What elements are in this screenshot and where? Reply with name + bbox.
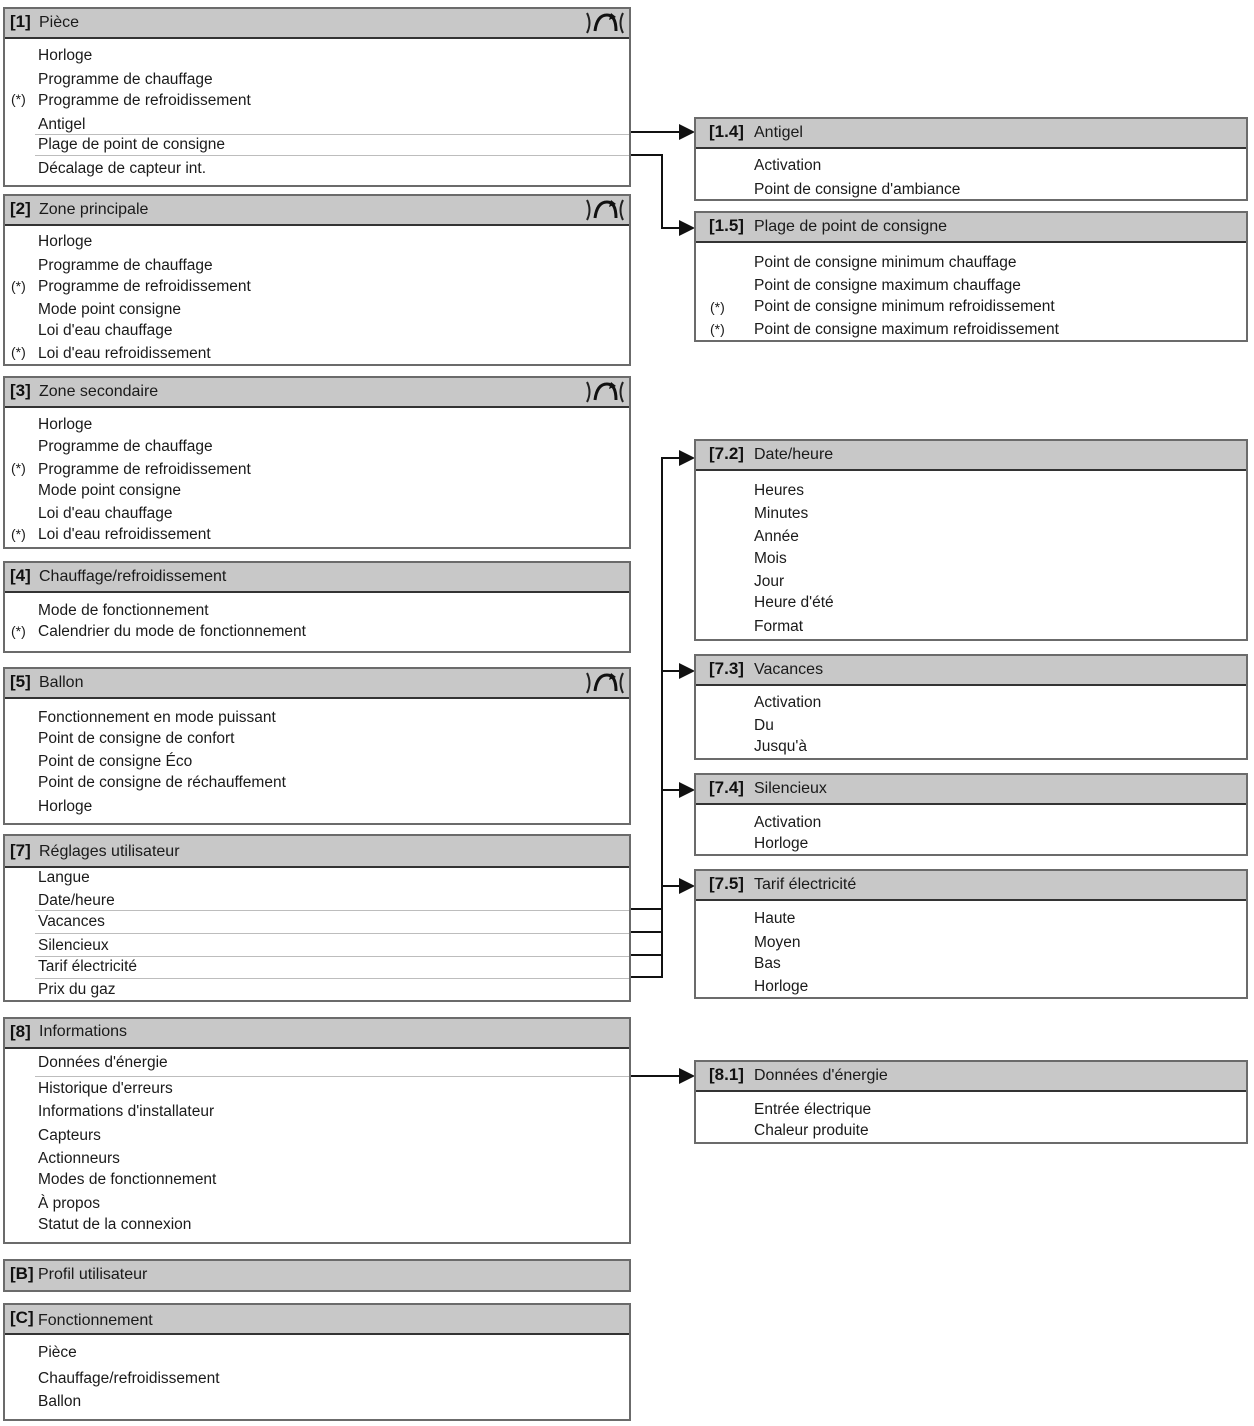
connector-plage [630, 155, 693, 228]
connector-date-heure [630, 458, 693, 909]
menu-box-chauffage-refroidissement [3, 561, 631, 653]
menu-item[interactable]: Horloge [38, 233, 93, 250]
menu-code: [5] [10, 672, 31, 691]
separator [35, 134, 629, 135]
submenu-title: Plage de point de consigne [754, 218, 948, 235]
submenu-box-date-heure [694, 439, 1248, 641]
menu-box-reglages-utilisateur [3, 834, 631, 1002]
submenu-item[interactable]: Horloge [754, 835, 809, 852]
separator [35, 978, 629, 979]
submenu-item[interactable]: Chaleur produite [754, 1122, 869, 1139]
menu-item[interactable]: Horloge [38, 416, 93, 433]
menu-title: Zone secondaire [39, 383, 159, 400]
submenu-box-tarif-electricite [694, 869, 1248, 999]
menu-item[interactable]: Loi d'eau chauffage [38, 505, 173, 522]
menu-code: [C] [10, 1308, 34, 1327]
schedule-icon [583, 378, 627, 406]
submenu-header-plage-point-consigne[interactable] [696, 213, 1246, 243]
submenu-item[interactable]: Point de consigne minimum refroidissement [754, 298, 1055, 315]
menu-item[interactable]: Mode point consigne [38, 482, 182, 499]
submenu-title: Antigel [754, 124, 803, 141]
menu-box-informations [3, 1017, 631, 1244]
optional-marker: (*) [11, 91, 26, 107]
submenu-code: [7.3] [709, 659, 744, 678]
menu-code: [1] [10, 12, 31, 31]
menu-box-zone-principale [3, 194, 631, 366]
submenu-item[interactable]: Jour [754, 573, 785, 590]
menu-title: Fonctionnement [38, 1312, 153, 1329]
menu-item[interactable]: Données d'énergie [38, 1054, 168, 1071]
menu-item[interactable]: Programme de chauffage [38, 71, 213, 88]
submenu-item[interactable]: Format [754, 618, 804, 635]
submenu-item[interactable]: Jusqu'à [754, 738, 807, 755]
menu-code: [3] [10, 381, 31, 400]
menu-item[interactable]: Historique d'erreurs [38, 1080, 173, 1097]
schedule-icon [583, 196, 627, 224]
submenu-code: [7.2] [709, 444, 744, 463]
menu-header-chauffage-refroidissement[interactable] [5, 563, 629, 593]
menu-item[interactable]: Silencieux [38, 937, 109, 954]
optional-marker: (*) [11, 526, 26, 542]
menu-box-profil-utilisateur [3, 1259, 631, 1292]
submenu-box-silencieux [694, 773, 1248, 856]
submenu-item[interactable]: Activation [754, 814, 822, 831]
separator [35, 956, 629, 957]
submenu-title: Tarif électricité [754, 876, 857, 893]
menu-item[interactable]: Mode de fonctionnement [38, 602, 209, 619]
menu-code: [8] [10, 1022, 31, 1041]
menu-title: Chauffage/refroidissement [39, 568, 227, 585]
menu-item[interactable]: Point de consigne de réchauffement [38, 774, 286, 791]
menu-item[interactable]: Vacances [38, 913, 105, 930]
menu-header-ballon[interactable] [5, 669, 629, 699]
optional-marker: (*) [11, 623, 26, 639]
menu-item[interactable]: Point de consigne de confort [38, 730, 235, 747]
menu-item[interactable]: Décalage de capteur int. [38, 160, 207, 177]
menu-box-piece [3, 7, 631, 187]
submenu-item[interactable]: Point de consigne maximum chauffage [754, 277, 1021, 294]
menu-box-fonctionnement [3, 1303, 631, 1421]
submenu-item[interactable]: Activation [754, 157, 822, 174]
submenu-box-donnees-energie [694, 1060, 1248, 1144]
menu-item[interactable]: Programme de refroidissement [38, 278, 251, 295]
menu-item[interactable]: Prix du gaz [38, 981, 116, 998]
menu-title: Pièce [39, 14, 80, 31]
menu-box-ballon [3, 667, 631, 825]
menu-item[interactable]: Antigel [38, 116, 86, 133]
separator [35, 155, 629, 156]
menu-header-profil-utilisateur[interactable] [5, 1261, 629, 1290]
menu-item[interactable]: Ballon [38, 1393, 82, 1410]
submenu-header-tarif-electricite[interactable] [696, 871, 1246, 901]
menu-code: [7] [10, 841, 31, 860]
submenu-item[interactable]: Heure d'été [754, 594, 834, 611]
optional-marker: (*) [11, 460, 26, 476]
menu-item[interactable]: Horloge [38, 798, 93, 815]
submenu-item[interactable]: Année [754, 528, 799, 545]
menu-item[interactable]: Programme de refroidissement [38, 461, 251, 478]
menu-item[interactable]: Actionneurs [38, 1150, 120, 1167]
menu-item[interactable]: Langue [38, 869, 90, 886]
menu-item[interactable]: Programme de refroidissement [38, 92, 251, 109]
submenu-item[interactable]: Bas [754, 955, 781, 972]
schedule-icon [583, 669, 627, 697]
separator [35, 1076, 629, 1077]
menu-item[interactable]: Mode point consigne [38, 301, 182, 318]
submenu-code: [1.5] [709, 216, 744, 235]
submenu-title: Données d'énergie [754, 1067, 888, 1084]
submenu-item[interactable]: Mois [754, 550, 787, 567]
submenu-item[interactable]: Point de consigne minimum chauffage [754, 254, 1017, 271]
submenu-title: Date/heure [754, 446, 834, 463]
menu-title: Zone principale [39, 201, 149, 218]
menu-header-piece[interactable] [5, 9, 629, 39]
submenu-item[interactable]: Point de consigne maximum refroidissement [754, 321, 1059, 338]
submenu-box-plage-point-consigne [694, 211, 1248, 342]
submenu-title: Vacances [754, 661, 824, 678]
menu-item[interactable]: Tarif électricité [38, 958, 138, 975]
menu-header-informations[interactable] [5, 1019, 629, 1049]
menu-header-reglages-utilisateur[interactable] [5, 836, 629, 868]
schedule-icon [583, 9, 627, 37]
optional-marker: (*) [710, 299, 725, 315]
menu-item[interactable]: Horloge [38, 47, 93, 64]
menu-title: Réglages utilisateur [39, 843, 180, 860]
optional-marker: (*) [11, 344, 26, 360]
menu-item[interactable]: Statut de la connexion [38, 1216, 192, 1233]
menu-code: [2] [10, 199, 31, 218]
menu-header-zone-secondaire[interactable] [5, 378, 629, 408]
submenu-item[interactable]: Horloge [754, 978, 809, 995]
menu-box-zone-secondaire [3, 376, 631, 549]
submenu-header-silencieux[interactable] [696, 775, 1246, 805]
submenu-header-antigel[interactable] [696, 119, 1246, 149]
submenu-item[interactable]: Entrée électrique [754, 1101, 872, 1118]
submenu-header-donnees-energie[interactable] [696, 1062, 1246, 1092]
submenu-code: [7.5] [709, 874, 744, 893]
submenu-item[interactable]: Activation [754, 694, 822, 711]
menu-item[interactable]: Modes de fonctionnement [38, 1171, 217, 1188]
submenu-item[interactable]: Point de consigne d'ambiance [754, 181, 961, 198]
menu-item[interactable]: Fonctionnement en mode puissant [38, 709, 276, 726]
submenu-box-vacances [694, 654, 1248, 760]
optional-marker: (*) [710, 321, 725, 337]
menu-item[interactable]: Programme de chauffage [38, 438, 213, 455]
submenu-item[interactable]: Heures [754, 482, 804, 499]
submenu-title: Silencieux [754, 780, 827, 797]
menu-code: [4] [10, 566, 31, 585]
submenu-code: [1.4] [709, 122, 744, 141]
menu-item[interactable]: Pièce [38, 1344, 77, 1361]
menu-item[interactable]: Programme de chauffage [38, 257, 213, 274]
separator [35, 910, 629, 911]
separator [35, 933, 629, 934]
submenu-item[interactable]: Moyen [754, 934, 801, 951]
submenu-item[interactable]: Du [754, 717, 774, 734]
submenu-code: [8.1] [709, 1065, 744, 1084]
menu-item[interactable]: Informations d'installateur [38, 1103, 215, 1120]
menu-item[interactable]: Plage de point de consigne [38, 136, 226, 153]
menu-item[interactable]: À propos [38, 1195, 101, 1212]
menu-item[interactable]: Date/heure [38, 892, 115, 909]
submenu-item[interactable]: Haute [754, 910, 796, 927]
menu-title: Profil utilisateur [38, 1266, 148, 1283]
menu-item[interactable]: Calendrier du mode de fonctionnement [38, 623, 306, 640]
submenu-code: [7.4] [709, 778, 744, 797]
menu-item[interactable]: Point de consigne Éco [38, 753, 193, 770]
submenu-header-date-heure[interactable] [696, 441, 1246, 471]
submenu-item[interactable]: Minutes [754, 505, 809, 522]
submenu-header-vacances[interactable] [696, 656, 1246, 686]
menu-item[interactable]: Loi d'eau chauffage [38, 322, 173, 339]
menu-item[interactable]: Loi d'eau refroidissement [38, 345, 211, 362]
menu-code: [B] [10, 1264, 34, 1283]
menu-title: Ballon [39, 674, 84, 691]
submenu-box-antigel [694, 117, 1248, 201]
menu-title: Informations [39, 1023, 128, 1040]
menu-item[interactable]: Chauffage/refroidissement [38, 1370, 220, 1387]
menu-header-fonctionnement[interactable] [5, 1305, 629, 1335]
menu-item[interactable]: Loi d'eau refroidissement [38, 526, 211, 543]
optional-marker: (*) [11, 278, 26, 294]
menu-header-zone-principale[interactable] [5, 196, 629, 226]
menu-item[interactable]: Capteurs [38, 1127, 101, 1144]
